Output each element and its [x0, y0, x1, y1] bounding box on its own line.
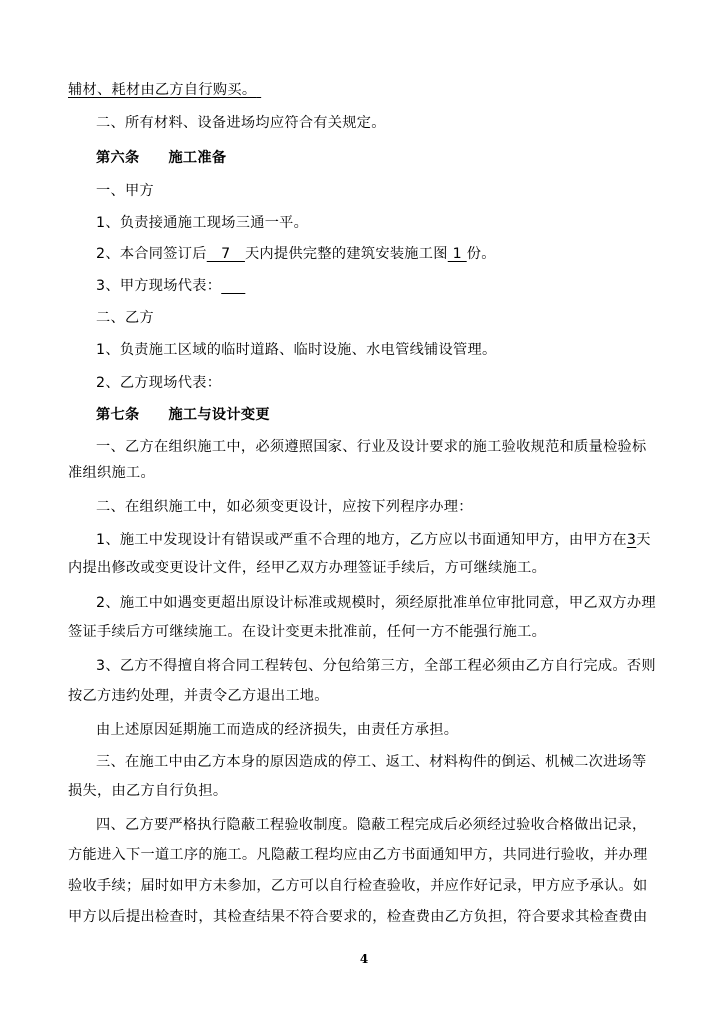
text-line	[96, 437, 647, 457]
text-line	[96, 497, 473, 517]
text-line	[96, 276, 245, 296]
text-segment: 验收手续；届时如甲方未参加，乙方可以自行检查验收，并应作好记录，甲方应予承认。如	[68, 878, 648, 894]
text-segment: 三、在施工中由乙方本身的原因造成的停工、返工、材料构件的倒运、机械二次进场等	[96, 754, 647, 770]
text-segment: 二、在组织施工中，如必须变更设计，应按下列程序办理：	[96, 499, 473, 515]
text-segment: 2、施工中如遇变更超出原设计标准或规模时，须经原批准单位审批同意，甲乙双方办理	[96, 595, 656, 611]
text-segment: 2、乙方现场代表：	[96, 375, 222, 391]
text-line	[68, 80, 261, 100]
text-line	[96, 656, 656, 676]
underlined-text: 辅材、耗材由乙方自行购买。	[68, 82, 257, 98]
underlined-text: 1	[447, 246, 467, 262]
text-line	[68, 463, 155, 483]
underlined-text	[256, 82, 261, 98]
text-line	[96, 530, 651, 550]
text-segment: 天	[636, 532, 651, 548]
text-line	[96, 815, 647, 835]
text-line	[96, 752, 647, 772]
text-line	[68, 622, 546, 642]
text-line	[96, 720, 458, 740]
text-line	[96, 340, 497, 360]
text-segment: 四、乙方要严格执行隐蔽工程验收制度。隐蔽工程完成后必须经过验收合格做出记录，	[96, 817, 647, 833]
text-segment: 第七条 施工与设计变更	[96, 407, 270, 423]
text-line	[68, 845, 648, 865]
article-heading	[96, 148, 226, 168]
text-segment: 按乙方违约处理，并责令乙方退出工地。	[68, 688, 329, 704]
text-segment: 2、本合同签订后	[96, 246, 207, 262]
text-segment: 3、甲方现场代表：	[96, 278, 222, 294]
article-heading	[96, 405, 270, 425]
text-segment: 由上述原因延期施工而造成的经济损失，由责任方承担。	[96, 722, 459, 738]
text-line	[96, 113, 386, 133]
text-line	[96, 308, 154, 328]
page-number: 4	[359, 952, 369, 966]
text-line	[68, 907, 648, 927]
text-segment: 一、乙方在组织施工中，必须遵照国家、行业及设计要求的施工验收规范和质量检验标	[96, 439, 647, 455]
text-segment: 准组织施工。	[68, 465, 155, 481]
text-segment: 天内提供完整的建筑安装施工图	[244, 246, 448, 262]
text-segment: 内提出修改或变更设计文件，经甲乙双方办理签证手续后，方可继续施工。	[68, 560, 547, 576]
text-line	[96, 593, 656, 613]
text-segment: 3、乙方不得擅自将合同工程转包、分包给第三方，全部工程必须由乙方自行完成。否则	[96, 658, 656, 674]
text-segment: 甲方以后提出检查时，其检查结果不符合要求的，检查费由乙方负担，符合要求其检查费由	[68, 909, 648, 925]
text-line	[68, 876, 648, 896]
text-segment: 方能进入下一道工序的施工。凡隐蔽工程均应由乙方书面通知甲方，共同进行验收，并办理	[68, 847, 648, 863]
text-line	[68, 558, 546, 578]
underlined-text	[221, 278, 245, 294]
text-segment: 一、甲方	[96, 183, 154, 199]
text-line	[68, 686, 329, 706]
text-line	[68, 781, 227, 801]
text-line	[96, 181, 154, 201]
underlined-text: 7	[206, 246, 245, 262]
text-segment: 二、乙方	[96, 310, 154, 326]
text-segment: 1、负责接通施工现场三通一平。	[96, 215, 309, 231]
underlined-text: 3	[626, 532, 637, 548]
text-segment: 签证手续后方可继续施工。在设计变更未批准前，任何一方不能强行施工。	[68, 624, 547, 640]
text-segment: 份。	[466, 246, 496, 262]
text-segment: 1、负责施工区域的临时道路、临时设施、水电管线铺设管理。	[96, 342, 497, 358]
text-line	[96, 244, 496, 264]
text-line	[96, 213, 308, 233]
text-line	[96, 373, 221, 393]
text-segment: 第六条 施工准备	[96, 150, 227, 166]
text-segment: 损失，由乙方自行负担。	[68, 783, 228, 799]
text-segment: 二、所有材料、设备进场均应符合有关规定。	[96, 115, 386, 131]
text-segment: 1、施工中发现设计有错误或严重不合理的地方，乙方应以书面通知甲方，由甲方在	[96, 532, 627, 548]
